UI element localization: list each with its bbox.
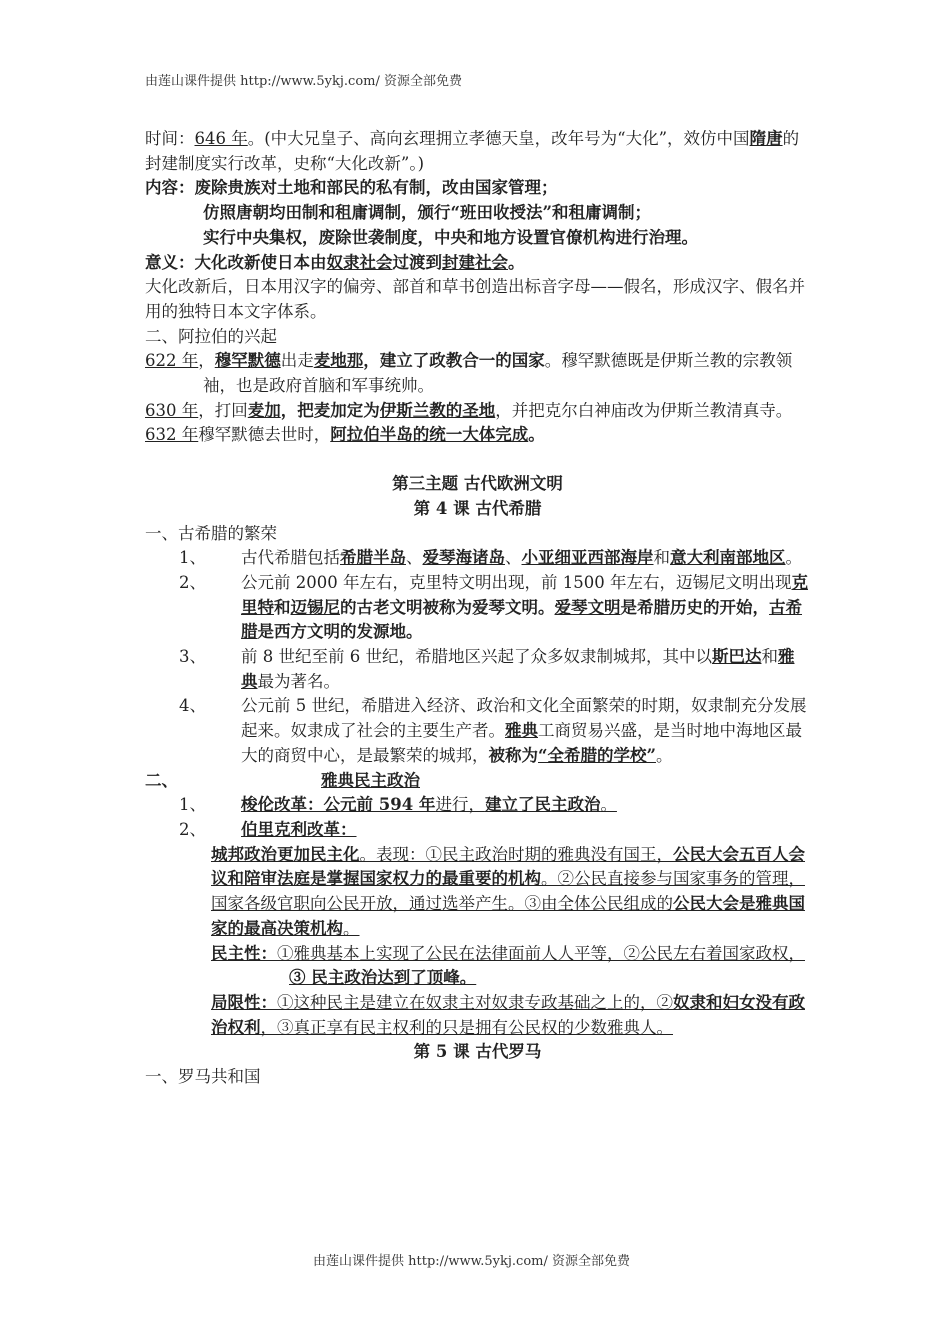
theme-title: 第三主题 古代欧洲文明 [392,474,563,494]
page-footer: 由莲山课件提供 http://www.5ykj.com/ 资源全部免费 [313,1254,630,1269]
page-header: 由莲山课件提供 http://www.5ykj.com/ 资源全部免费 [145,74,462,89]
taika-kana: 大化改新后，日本用汉字的偏旁、部首和草书创造出标音字母——假名，形成汉字、假名并用的独特日本文字体系。 [145,277,805,321]
greece-section-1: 一、古希腊的繁荣 [145,523,277,543]
greece-item-3: 3、 前 8 世纪至前 6 世纪，希腊地区兴起了众多奴隶制城邦，其中以斯巴达和雅典最为著名。 [179,647,795,691]
taika-time: 时间：646 年。(中大兄皇子、高向玄理拥立孝德天皇，改年号为“大化”，效仿中国隋唐的封建制度实行改革，史称“大化改新”。) [145,129,800,173]
arab-title: 二、阿拉伯的兴起 [145,326,277,346]
document-body [145,127,810,1090]
pericles-reform-para: 城邦政治更加民主化。表现：①民主政治时期的雅典没有国王，公民大会五百人会议和陪审法庭是掌握国家权力的最重要的机构。②公民直接参与国家事务的管理，国家各级官职向公民开放，通过选举产生。③由全体公民组成的公民大会是雅典国家的最高决策机构。 [211,844,805,938]
taika-significance: 意义：大化改新使日本由奴隶社会过渡到封建社会。 [145,252,525,272]
lesson4-title: 第 4 课 古代希腊 [413,498,542,518]
lesson5-title: 第 5 课 古代罗马 [413,1042,542,1062]
democracy-limits: 局限性：①这种民主是建立在奴隶主对奴隶专政基础之上的，②奴隶和妇女没有政治权利，③真正享有民主权利的只是拥有公民权的少数雅典人。 [211,992,805,1037]
arab-622: 622 年，穆罕默德出走麦地那，建立了政教合一的国家。穆罕默德既是伊斯兰教的宗教领袖，也是政府首脑和军事统帅。 [145,351,793,396]
taika-content-3: 实行中央集权，废除世袭制度，中央和地方设置官僚机构进行治理。 [203,227,698,247]
taika-content-2: 仿照唐朝均田制和租庸调制，颁行“班田收授法”和租庸调制； [203,203,651,223]
greece-item-2: 2、 公元前 2000 年左右，克里特文明出现，前 1500 年左右，迈锡尼文明出现克里特和迈锡尼的古老文明被称为爱琴文明。爱琴文明是希腊历史的开始，古希腊是西方文明的发源地。 [179,572,808,642]
greece-item-1: 1、 古代希腊包括希腊半岛、爱琴海诸岛、小亚细亚西部海岸和意大利南部地区。 [179,548,802,568]
taika-content-1: 内容：废除贵族对土地和部民的私有制，改由国家管理； [145,178,558,198]
democracy-peak: ③ 民主政治达到了顶峰。 [289,968,477,988]
greece-item-4: 4、 公元前 5 世纪，希腊进入经济、政治和文化全面繁荣的时期，奴隶制充分发展起来。奴隶成了社会的主要生产者。雅典工商贸易兴盛，是当时地中海地区最大的商贸中心，是最繁荣的城邦，被称为“全希腊的学校”。 [179,696,807,765]
rome-section-1: 一、罗马共和国 [145,1067,261,1087]
arab-632: 632 年穆罕默德去世时，阿拉伯半岛的统一大体完成。 [145,425,545,445]
spacer [145,448,810,472]
democracy-section-2: 二、 雅典民主政治 [145,770,420,790]
democracy-nature: 民主性：①雅典基本上实现了公民在法律面前人人平等，②公民左右着国家政权， [211,943,805,963]
democracy-item-2: 2、 伯里克利改革： [179,819,357,839]
arab-630: 630 年，打回麦加，把麦加定为伊斯兰教的圣地，并把克尔白神庙改为伊斯兰教清真寺。 [145,400,793,420]
democracy-item-1: 1、 梭伦改革：公元前 594 年进行，建立了民主政治。 [179,795,617,815]
